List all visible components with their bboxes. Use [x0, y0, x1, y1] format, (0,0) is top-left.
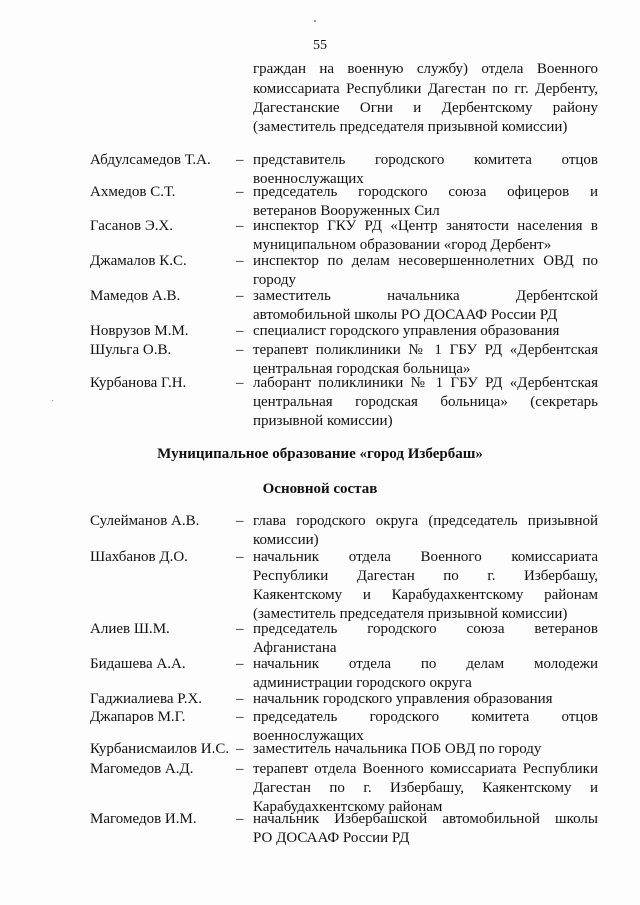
intro-line: граждан на военную службу) отдела Военного	[253, 61, 598, 77]
member-role-line: администрации городского округа	[253, 675, 472, 691]
member-dash: –	[236, 741, 244, 757]
member-dash: –	[236, 691, 244, 707]
member-role-line: инспектор по делам несовершеннолетних ОВД по	[253, 253, 598, 269]
member-role-line: начальник Избербашской автомобильной школы	[253, 811, 598, 827]
member-name: Мамедов А.В.	[90, 288, 181, 304]
member-role-line: муниципальном образовании «город Дербент»	[253, 237, 552, 253]
member-role-line: терапевт поликлиники № 1 ГБУ РД «Дербентская	[253, 342, 598, 358]
member-dash: –	[236, 513, 244, 529]
page-number: 55	[313, 38, 327, 53]
member-role-line: председатель городского союза ветеранов	[253, 621, 598, 637]
member-role-line: призывной комиссии)	[253, 413, 393, 429]
member-name: Магомедов И.М.	[90, 811, 197, 827]
member-dash: –	[236, 709, 244, 725]
member-role-line: военнослужащих	[253, 171, 364, 187]
member-role-line: автомобильной школы РО ДОСААФ России РД	[253, 307, 558, 323]
member-name: Джамалов К.С.	[90, 253, 187, 269]
subsection-title: Основной состав	[262, 481, 378, 497]
member-dash: –	[236, 342, 244, 358]
member-dash: –	[236, 184, 244, 200]
member-dash: –	[236, 323, 244, 339]
member-name: Шульга О.В.	[90, 342, 172, 358]
member-name: Алиев Ш.М.	[90, 621, 170, 637]
intro-line: Дагестанские Огни и Дербентскому району	[253, 100, 598, 116]
member-role-line: терапевт отдела Военного комиссариата Республики	[253, 761, 598, 777]
member-name: Шахбанов Д.О.	[90, 549, 188, 565]
member-name: Бидашева А.А.	[90, 656, 186, 672]
member-dash: –	[236, 288, 244, 304]
member-name: Гасанов Э.Х.	[90, 218, 174, 234]
member-role-line: лаборант поликлиники № 1 ГБУ РД «Дербентская	[253, 375, 598, 391]
member-role-line: инспектор ГКУ РД «Центр занятости населения в	[253, 218, 598, 234]
member-role-line: центральная городская больница»	[253, 361, 471, 377]
member-name: Курбанова Г.Н.	[90, 375, 187, 391]
member-dash: –	[236, 549, 244, 565]
scan-speck	[52, 400, 53, 401]
member-role-line: военнослужащих	[253, 728, 364, 744]
member-name: Новрузов М.М.	[90, 323, 189, 339]
intro-line: комиссариата Республики Дагестан по гг. Дербенту,	[253, 81, 598, 97]
member-name: Гаджиалиева Р.Х.	[90, 691, 203, 707]
member-role-line: комиссии)	[253, 532, 319, 548]
member-role-line: глава городского округа (председатель призывной	[253, 513, 598, 529]
intro-line: (заместитель председателя призывной комиссии)	[253, 119, 568, 135]
member-role-line: Афганистана	[253, 640, 337, 656]
scan-speck	[314, 20, 316, 22]
member-dash: –	[236, 375, 244, 391]
member-role-line: Дагестан по г. Избербашу, Каякентскому и	[253, 780, 598, 796]
member-dash: –	[236, 761, 244, 777]
member-dash: –	[236, 811, 244, 827]
member-name: Джапаров М.Г.	[90, 709, 186, 725]
member-role-line: Карабудахкентскому районам	[253, 799, 443, 815]
member-role-line: представитель городского комитета отцов	[253, 152, 598, 168]
member-role-line: председатель городского комитета отцов	[253, 709, 598, 725]
member-name: Курбанисмаилов И.С.	[90, 741, 230, 757]
member-role-line: центральная городская больница» (секретарь	[253, 394, 598, 410]
member-role-line: ветеранов Вооруженных Сил	[253, 203, 440, 219]
member-role-line: Каякентскому и Карабудахкентскому районам	[253, 587, 598, 603]
member-name: Магомедов А.Д.	[90, 761, 194, 777]
member-name: Абдулсамедов Т.А.	[90, 152, 211, 168]
member-role-line: городу	[253, 272, 296, 288]
member-role-line: (заместитель председателя призывной комиссии)	[253, 606, 568, 622]
member-role-line: председатель городского союза офицеров и	[253, 184, 598, 200]
member-dash: –	[236, 621, 244, 637]
member-name: Сулейманов А.В.	[90, 513, 200, 529]
member-dash: –	[236, 656, 244, 672]
member-name: Ахмедов С.Т.	[90, 184, 176, 200]
member-role-line: заместитель начальника Дербентской	[253, 288, 598, 304]
member-role-line: Республики Дагестан по г. Избербашу,	[253, 568, 598, 584]
member-role-line: начальник отдела по делам молодежи	[253, 656, 598, 672]
member-role-line: начальник отдела Военного комиссариата	[253, 549, 598, 565]
member-role-line: начальник городского управления образования	[253, 691, 553, 707]
member-dash: –	[236, 218, 244, 234]
member-dash: –	[236, 253, 244, 269]
member-role-line: заместитель начальника ПОБ ОВД по городу	[253, 741, 542, 757]
member-role-line: специалист городского управления образования	[253, 323, 560, 339]
member-role-line: РО ДОСААФ России РД	[253, 830, 410, 846]
member-dash: –	[236, 152, 244, 168]
section-title: Муниципальное образование «город Избербаш»	[157, 446, 483, 462]
